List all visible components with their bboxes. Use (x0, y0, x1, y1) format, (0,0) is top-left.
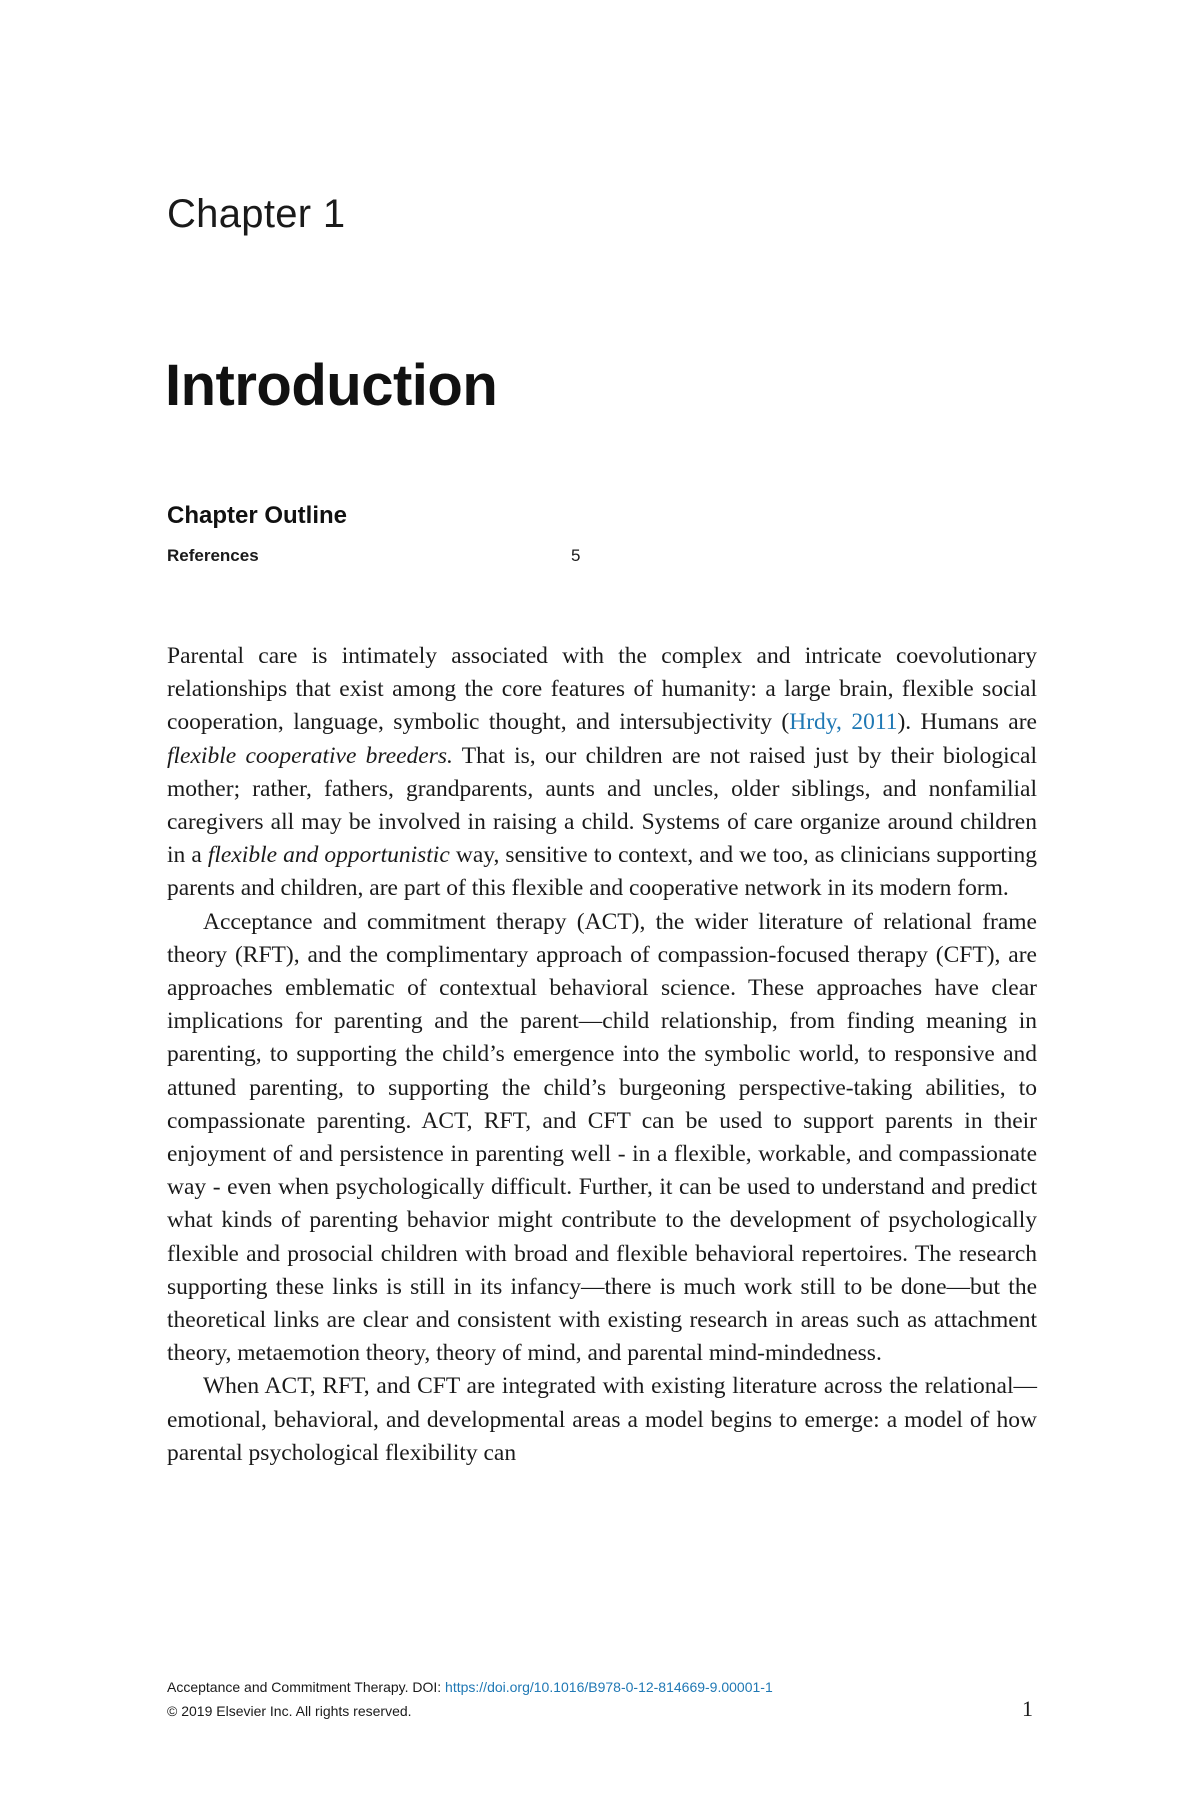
chapter-label: Chapter 1 (167, 192, 346, 236)
citation-link[interactable]: Hrdy, 2011 (789, 709, 898, 736)
paragraph-2: Acceptance and commitment therapy (ACT), the wider literature of relational frame theory (RFT), and the complimentary approach of compassion-focused therapy (CFT), are approaches emblematic of contextual behavioral science. These approaches have clear implications for parenting and the parent—child relationship, from finding meaning in parenting, to supporting the child’s emergence into the symbolic world, to responsive and attuned parenting, to supporting the child’s burgeoning perspective-taking abilities, to compassionate parenting. ACT, RFT, and CFT can be used to support parents in their enjoyment of and persistence in parenting well - in a flexible, workable, and compassionate way - even when psychologically difficult. Further, it can be used to understand and predict what kinds of parenting behavior might contribute to the development of psychologically flexible and prosocial children with broad and flexible behavioral repertoires. The research supporting these links is still in its infancy—there is much work still to be done—but the theoretical links are clear and consistent with existing research in areas such as attachment theory, metaemotion theory, theory of mind, and parental mind-mindedness. (167, 908, 1037, 1367)
paragraph-3: When ACT, RFT, and CFT are integrated with existing literature across the relational—emotional, behavioral, and developmental areas a model begins to emerge: a model of how parental psychological flexibility can (167, 1373, 1037, 1466)
body-text (167, 640, 1037, 1470)
paragraph-1-text-c: That is, our children are not raised just by their biological mother; rather, fathers, grandparents, aunts and uncles, older siblings, and nonfamilial caregivers all may be involved in raising a child. Systems of care organize around children in a (167, 742, 1037, 869)
chapter-outline-heading: Chapter Outline (167, 502, 348, 529)
outline-entry-label[interactable]: References (167, 546, 259, 565)
emphasis-text: flexible cooperative breeders. (167, 742, 453, 769)
paragraph-1-text-a: Parental care is intimately associated with the complex and intricate coevolutionary relationships that exist among the core features of humanity: a large brain, flexible social cooperation, language, symbolic thought, and intersubjectivity ( (167, 643, 1037, 736)
page-number: 1 (1022, 1696, 1033, 1721)
chapter-title: Introduction (165, 353, 498, 418)
paragraph-1 (167, 640, 1037, 906)
footer-source-text: Acceptance and Commitment Therapy. DOI: (167, 1679, 446, 1695)
paragraph-1-text-d: way, sensitive to context, and we too, as clinicians supporting parents and children, are part of this flexible and cooperative network in its modern form. (167, 842, 1037, 902)
emphasis-text: flexible and opportunistic (207, 842, 450, 869)
footer-copyright: © 2019 Elsevier Inc. All rights reserved. (167, 1703, 412, 1719)
paragraph-1-text-b: ). Humans are (897, 709, 1037, 736)
doi-link[interactable]: https://doi.org/10.1016/B978-0-12-814669-9.00001-1 (445, 1679, 773, 1695)
footer-source (167, 1679, 773, 1695)
outline-entry-page: 5 (571, 546, 581, 565)
